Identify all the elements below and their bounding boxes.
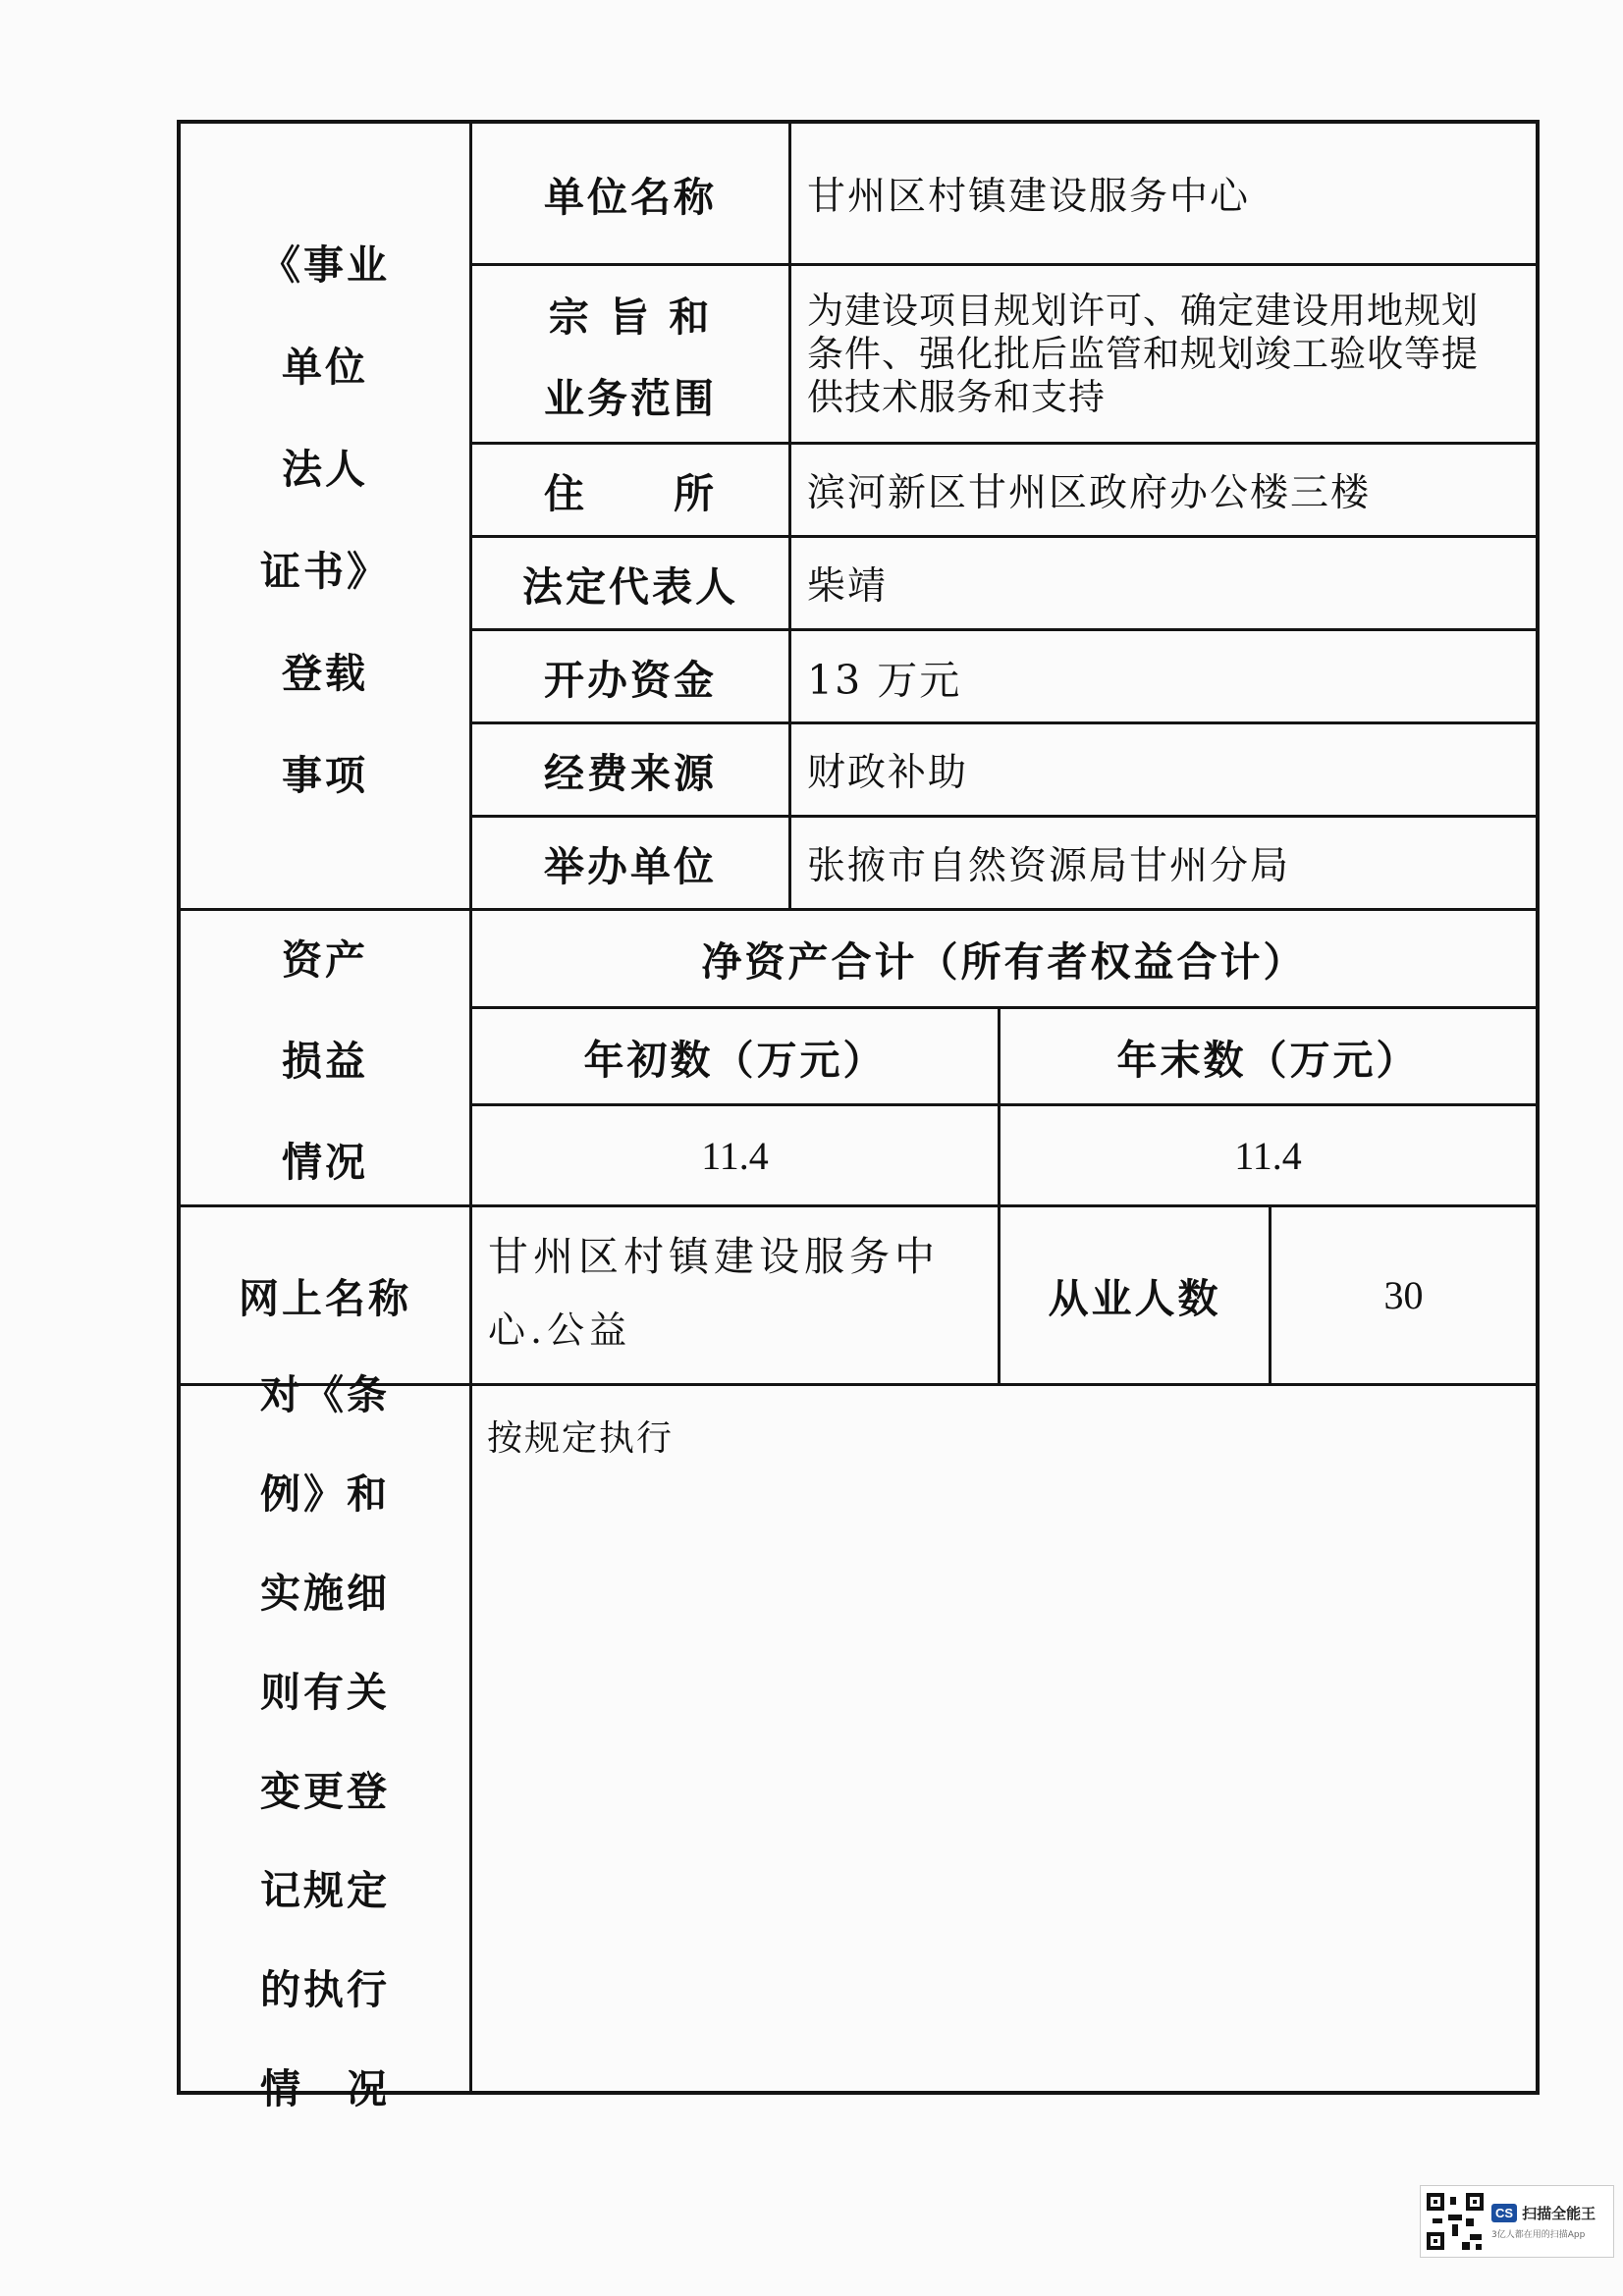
purpose-scope-label-line: 宗 旨 和 xyxy=(548,293,713,341)
online-name-value xyxy=(472,1207,998,1383)
compliance-title-line: 实施细 xyxy=(260,1570,390,1617)
watermark-badge: CS xyxy=(1491,2204,1517,2222)
scanner-watermark xyxy=(1420,2185,1614,2258)
compliance-title-line: 例》和 xyxy=(260,1470,390,1518)
staff-count-value: 30 xyxy=(1383,1273,1424,1317)
net-assets-header: 净资产合计（所有者权益合计） xyxy=(701,938,1307,986)
unit-name-label: 单位名称 xyxy=(544,173,717,221)
capital-label: 开办资金 xyxy=(544,656,717,704)
purpose-scope-value xyxy=(807,266,1534,442)
funding-value: 财政补助 xyxy=(807,751,969,795)
purpose-scope-line: 条件、强化批后监管和规划竣工验收等提 xyxy=(807,332,1479,375)
registration-title-line: 证书》 xyxy=(260,547,390,595)
compliance-title-line: 则有关 xyxy=(260,1669,390,1716)
compliance-title-line: 对《条 xyxy=(260,1371,390,1418)
assets-title-line: 资产 xyxy=(282,936,368,984)
end-of-year-value: 11.4 xyxy=(1234,1133,1302,1178)
address-label: 住 所 xyxy=(544,469,717,517)
start-of-year-value: 11.4 xyxy=(701,1133,769,1178)
staff-count-label: 从业人数 xyxy=(1048,1275,1221,1322)
sponsor-label: 举办单位 xyxy=(544,842,717,890)
compliance-title-line: 情 况 xyxy=(260,2065,390,2112)
watermark-text xyxy=(1491,2203,1596,2240)
compliance-title-line: 记规定 xyxy=(260,1867,390,1914)
online-name-label: 网上名称 xyxy=(239,1275,411,1322)
registration-title-line: 事项 xyxy=(282,751,368,799)
compliance-section-title xyxy=(181,1371,469,2112)
compliance-title-line: 的执行 xyxy=(260,1966,390,2013)
watermark-tagline: 3亿人都在用的扫描App xyxy=(1491,2230,1586,2240)
assets-title-line: 情况 xyxy=(282,1139,368,1186)
sponsor-value: 张掖市自然资源局甘州分局 xyxy=(807,844,1291,888)
end-of-year-label: 年末数（万元） xyxy=(1116,1036,1420,1084)
table-border-right xyxy=(1536,120,1540,2095)
funding-label: 经费来源 xyxy=(544,749,717,797)
purpose-scope-label-line: 业务范围 xyxy=(544,374,717,422)
registration-title-line: 登载 xyxy=(282,649,368,697)
registration-title-line: 《事业 xyxy=(260,240,390,289)
capital-value: 13 万元 xyxy=(807,656,962,704)
watermark-app-name: 扫描全能王 xyxy=(1522,2205,1596,2222)
qr-code-icon xyxy=(1427,2193,1484,2250)
online-name-line: 甘州区村镇建设服务中 xyxy=(488,1233,940,1280)
compliance-title-line: 变更登 xyxy=(260,1768,390,1815)
assets-section-title xyxy=(181,911,469,1204)
legal-rep-label: 法定代表人 xyxy=(522,562,738,611)
online-name-line: 心.公益 xyxy=(488,1308,632,1352)
divider-col-2 xyxy=(788,120,791,910)
purpose-scope-label xyxy=(472,266,788,442)
purpose-scope-line: 为建设项目规划许可、确定建设用地规划 xyxy=(807,289,1479,332)
assets-title-line: 损益 xyxy=(282,1038,368,1085)
registration-title-line: 法人 xyxy=(282,445,368,493)
start-of-year-label: 年初数（万元） xyxy=(583,1036,887,1084)
compliance-value: 按规定执行 xyxy=(487,1417,675,1459)
registration-section-title xyxy=(181,124,469,909)
unit-name-value: 甘州区村镇建设服务中心 xyxy=(807,175,1251,219)
address-value: 滨河新区甘州区政府办公楼三楼 xyxy=(807,471,1372,515)
legal-rep-value: 柴靖 xyxy=(807,564,889,609)
registration-title-line: 单位 xyxy=(282,343,368,391)
purpose-scope-line: 供技术服务和支持 xyxy=(807,375,1106,418)
